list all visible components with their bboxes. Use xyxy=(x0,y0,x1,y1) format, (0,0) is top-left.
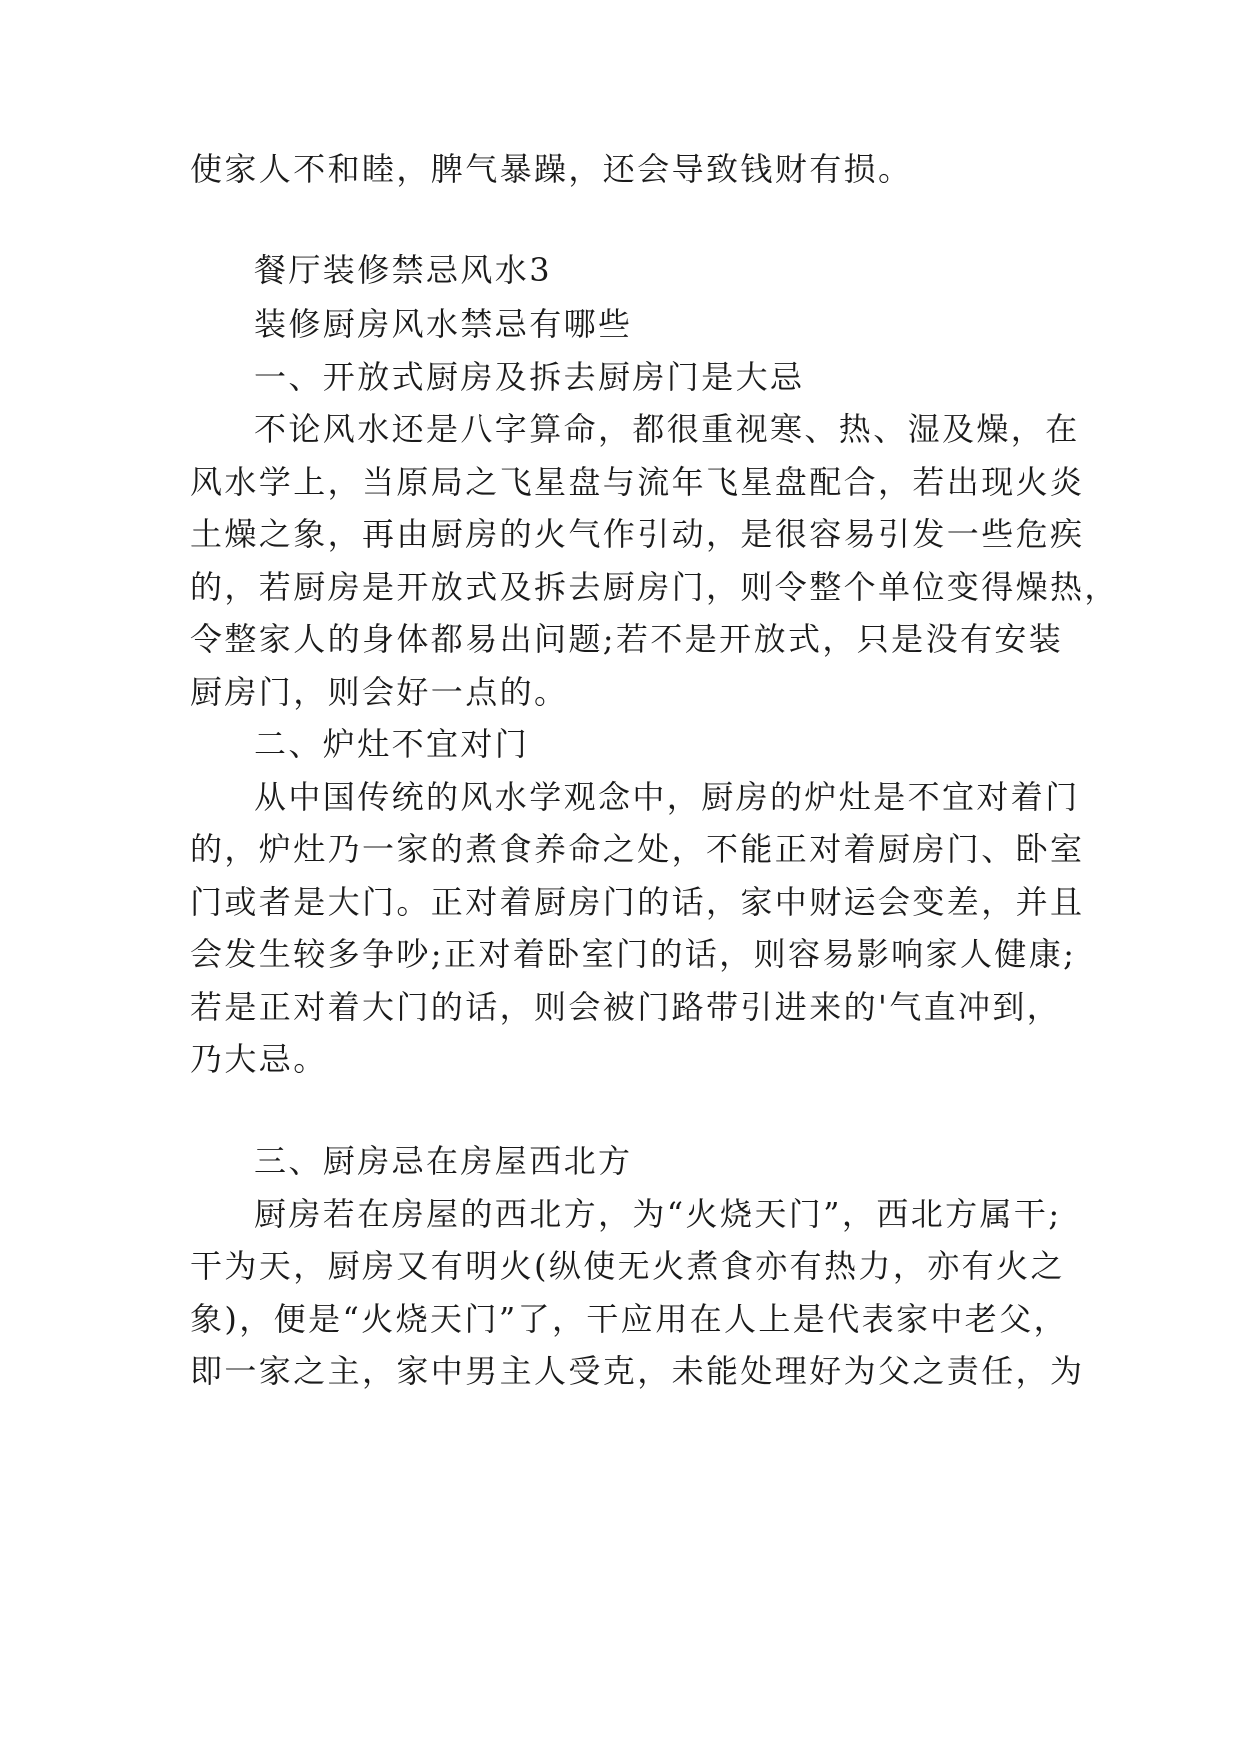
paragraph-line: 的，炉灶乃一家的煮食养命之处，不能正对着厨房门、卧室 xyxy=(190,830,1085,868)
paragraph-line: 干为天，厨房又有明火(纵使无火煮食亦有热力，亦有火之 xyxy=(190,1247,1065,1285)
paragraph-line: 厨房门，则会好一点的。 xyxy=(190,673,569,711)
paragraph-line: 若是正对着大门的话，则会被门路带引进来的'气直冲到， xyxy=(190,988,1062,1026)
paragraph-line: 不论风水还是八字算命，都很重视寒、热、湿及燥，在 xyxy=(254,410,1080,448)
paragraph-line: 厨房若在房屋的西北方，为“火烧天门”，西北方属干; xyxy=(254,1195,1062,1233)
paragraph-line: 乃大忌。 xyxy=(190,1040,328,1078)
paragraph-line: 的，若厨房是开放式及拆去厨房门，则令整个单位变得燥热， xyxy=(190,568,1119,606)
point-heading: 一、开放式厨房及拆去厨房门是大忌 xyxy=(254,358,805,396)
paragraph-line: 风水学上，当原局之飞星盘与流年飞星盘配合，若出现火炎 xyxy=(190,463,1085,501)
point-heading: 三、厨房忌在房屋西北方 xyxy=(254,1142,633,1180)
paragraph-line: 土燥之象，再由厨房的火气作引动，是很容易引发一些危疾 xyxy=(190,515,1085,553)
paragraph-line: 令整家人的身体都易出问题;若不是开放式，只是没有安装 xyxy=(190,620,1064,658)
paragraph-line: 门或者是大门。正对着厨房门的话，家中财运会变差，并且 xyxy=(190,883,1085,921)
article-title: 装修厨房风水禁忌有哪些 xyxy=(254,305,633,343)
point-heading: 二、炉灶不宜对门 xyxy=(254,725,530,763)
paragraph-line: 从中国传统的风水学观念中，厨房的炉灶是不宜对着门 xyxy=(254,778,1080,816)
paragraph-line: 会发生较多争吵;正对着卧室门的话，则容易影响家人健康; xyxy=(190,935,1077,973)
section-heading: 餐厅装修禁忌风水3 xyxy=(254,251,552,289)
paragraph-line: 象)，便是“火烧天门”了，干应用在人上是代表家中老父， xyxy=(190,1300,1069,1338)
paragraph-line: 即一家之主，家中男主人受克，未能处理好为父之责任，为 xyxy=(190,1352,1085,1390)
body-text-line: 使家人不和睦，脾气暴躁，还会导致钱财有损。 xyxy=(190,150,913,188)
